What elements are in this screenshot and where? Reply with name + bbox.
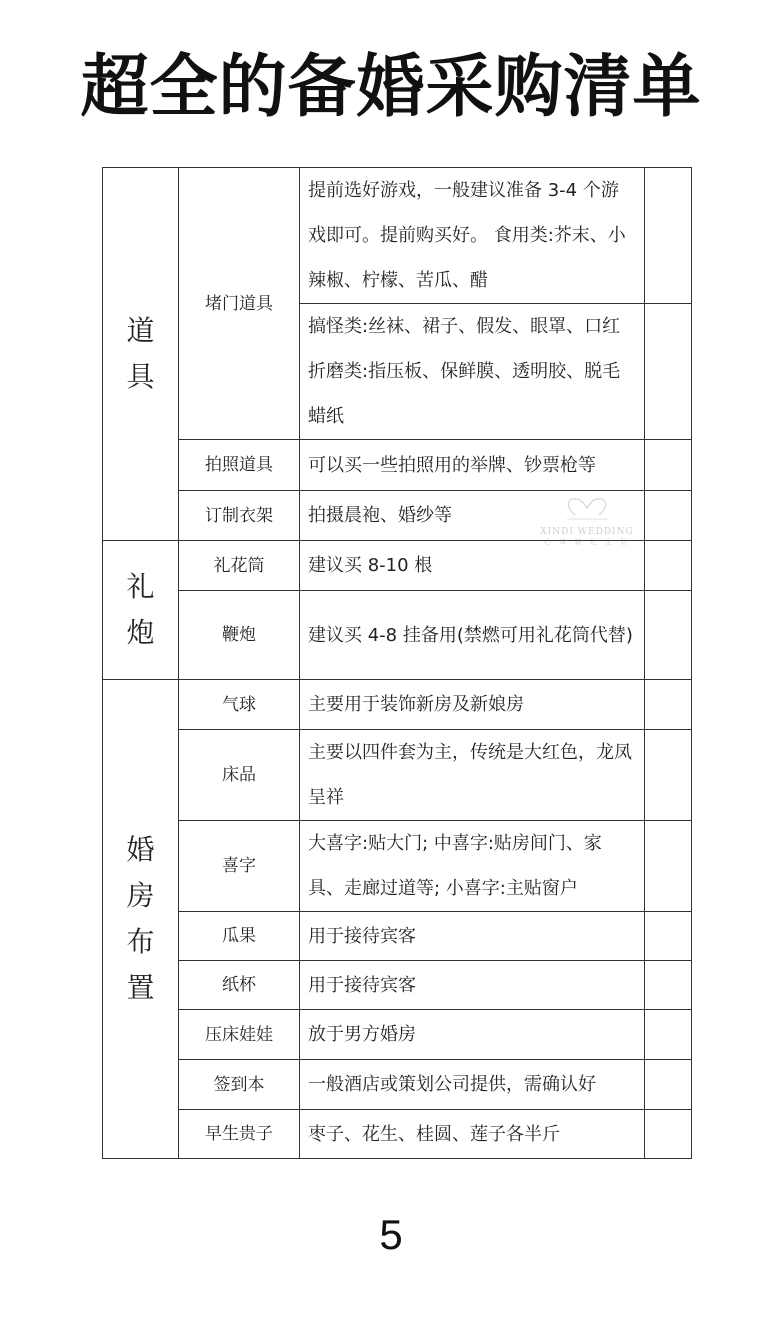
check-cell [645, 1110, 692, 1159]
table-row [103, 591, 692, 680]
table-row [103, 730, 692, 821]
table-row [103, 541, 692, 591]
check-cell [645, 821, 692, 912]
category-cell [103, 541, 179, 680]
category-label: 婚房布置 [126, 833, 155, 1004]
check-cell [645, 491, 692, 541]
page-title: 超全的备婚采购清单 [80, 48, 702, 127]
item-description-cell: 拍摄晨袍、婚纱等 [300, 491, 645, 541]
item-name-cell: 早生贵子 [179, 1110, 300, 1159]
table-row [103, 440, 692, 491]
item-name-cell: 喜字 [179, 821, 300, 912]
item-description-cell: 主要以四件套为主，传统是大红色，龙凤呈祥 [300, 730, 645, 821]
check-cell [645, 912, 692, 961]
table-row [103, 912, 692, 961]
check-cell [645, 168, 692, 304]
check-cell [645, 680, 692, 730]
check-cell [645, 440, 692, 491]
check-cell [645, 730, 692, 821]
item-name-cell: 拍照道具 [179, 440, 300, 491]
item-description-cell: 提前选好游戏，一般建议准备 3-4 个游戏即可。提前购买好。 食用类:芥末、小辣椒、柠檬、苦瓜、醋 [300, 168, 645, 304]
item-name-cell: 礼花筒 [179, 541, 300, 591]
table-row [103, 1110, 692, 1159]
item-description-cell: 一般酒店或策划公司提供，需确认好 [300, 1060, 645, 1110]
watermark-subtitle: 心 缔 婚 礼 企 划 [543, 538, 631, 546]
table-row [103, 168, 692, 304]
table-row [103, 1060, 692, 1110]
table-row [103, 1010, 692, 1060]
check-cell [645, 1010, 692, 1060]
check-cell [645, 591, 692, 680]
item-name-cell: 堵门道具 [179, 168, 300, 440]
page-number: 5 [379, 1211, 403, 1258]
check-cell [645, 961, 692, 1010]
item-description-cell: 建议买 4-8 挂备用(禁燃可用礼花筒代替) [300, 591, 645, 680]
category-cell [103, 680, 179, 1159]
item-description-cell: 枣子、花生、桂圆、莲子各半斤 [300, 1110, 645, 1159]
item-description-cell: 主要用于装饰新房及新娘房 [300, 680, 645, 730]
item-description-cell: 可以买一些拍照用的举牌、钞票枪等 [300, 440, 645, 491]
item-name-cell: 签到本 [179, 1060, 300, 1110]
category-cell [103, 168, 179, 541]
check-cell [645, 1060, 692, 1110]
item-description-cell: 放于男方婚房 [300, 1010, 645, 1060]
check-cell [645, 541, 692, 591]
shopping-checklist-table [102, 167, 692, 1159]
item-description-cell: 大喜字:贴大门; 中喜字:贴房间门、家具、走廊过道等; 小喜字:主贴窗户 [300, 821, 645, 912]
item-name-cell: 鞭炮 [179, 591, 300, 680]
item-name-cell: 气球 [179, 680, 300, 730]
item-name-cell: 订制衣架 [179, 491, 300, 541]
table-row [103, 680, 692, 730]
check-cell [645, 304, 692, 440]
item-description-cell: 搞怪类:丝袜、裙子、假发、眼罩、口红 折磨类:指压板、保鲜膜、透明胶、脱毛 蜡纸 [300, 304, 645, 440]
table-row [103, 961, 692, 1010]
category-label: 道具 [126, 314, 155, 393]
item-description-cell: 建议买 8-10 根 [300, 541, 645, 591]
item-name-cell: 床品 [179, 730, 300, 821]
watermark-brand: XINDI WEDDING [540, 527, 634, 537]
category-label: 礼炮 [126, 570, 155, 649]
item-description-cell: 用于接待宾客 [300, 912, 645, 961]
item-name-cell: 纸杯 [179, 961, 300, 1010]
item-name-cell: 压床娃娃 [179, 1010, 300, 1060]
item-name-cell: 瓜果 [179, 912, 300, 961]
item-description-cell: 用于接待宾客 [300, 961, 645, 1010]
table-row [103, 491, 692, 541]
table-row [103, 821, 692, 912]
